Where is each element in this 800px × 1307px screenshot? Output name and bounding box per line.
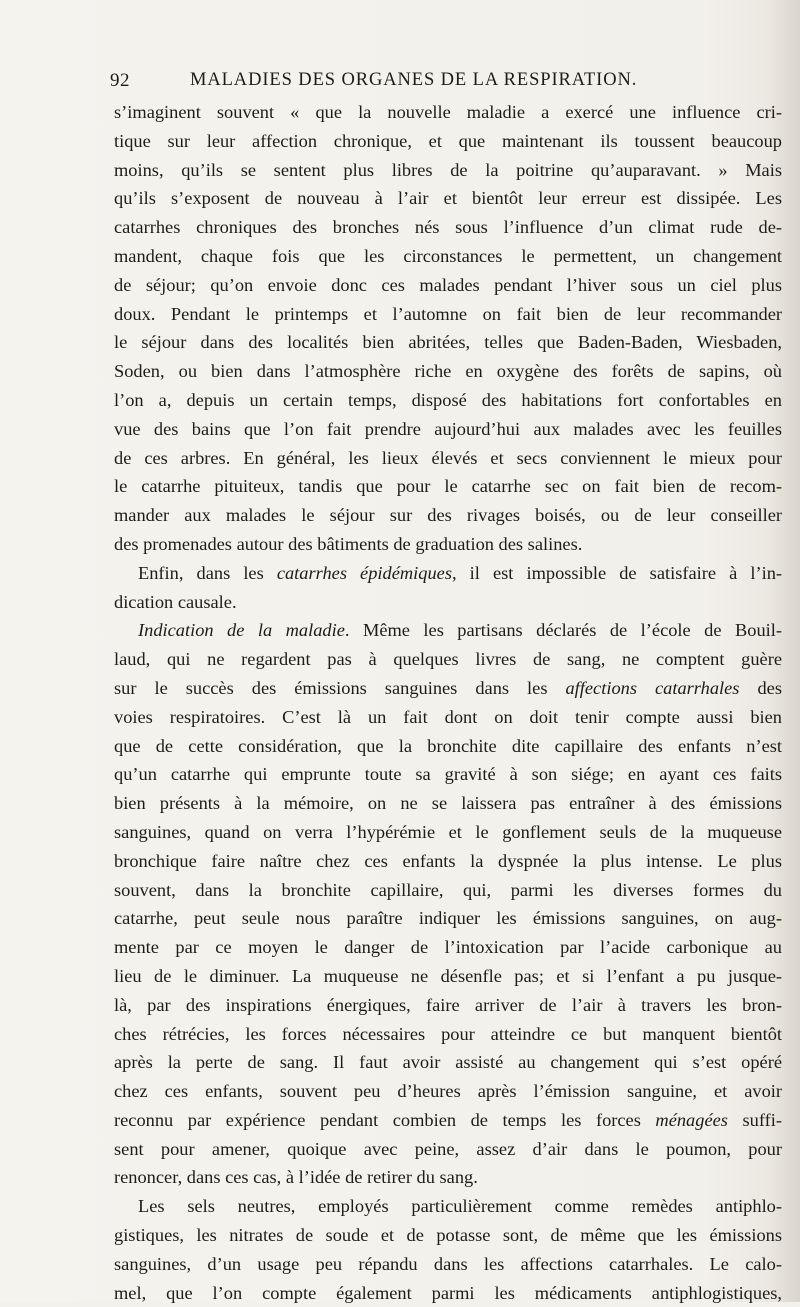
text-run: laud, qui ne regardent pas à quelques livres de sang, ne comptent guère: [114, 649, 782, 670]
text-run: bien présents à la mémoire, on ne se laissera pas entraîner à des émissions: [114, 793, 782, 814]
text-line: [114, 760, 782, 789]
text-run: s’imaginent souvent « que la nouvelle maladie a exercé une influence cri-: [114, 102, 782, 122]
text-run: sanguines, quand on verra l’hypérémie et le gonflement seuls de la muqueuse: [114, 821, 782, 842]
text-line: [114, 127, 782, 156]
text-run: là, par des inspirations énergiques, faire arriver de l’air à travers les bron-: [114, 994, 782, 1015]
text-line: [114, 703, 782, 732]
text-line: [114, 962, 782, 991]
text-line: [114, 847, 782, 876]
text-run: lieu de le diminuer. La muqueuse ne désenfle pas; et si l’enfant a pu jusque-: [114, 965, 782, 986]
text-run: souvent, dans la bronchite capillaire, qui, parmi les diverses formes du: [114, 879, 782, 900]
text-run: , il est impossible de satisfaire à l’in-: [452, 562, 783, 583]
text-run: voies respiratoires. C’est là un fait dont on doit tenir compte aussi bien: [114, 706, 782, 727]
text-run: doux. Pendant le printemps et l’automne on fait bien de leur recommander: [114, 303, 782, 324]
text-line: [114, 1020, 782, 1049]
text-run: Les sels neutres, employés particulièrement comme remèdes antiphlo-: [138, 1196, 782, 1217]
text-run: reconnu par expérience pendant combien de temps les forces: [114, 1109, 656, 1130]
running-title: MALADIES DES ORGANES DE LA RESPIRATION.: [190, 70, 638, 90]
text-run: sanguines, d’un usage peu répandu dans les affections catarrhales. Le calo-: [114, 1253, 782, 1274]
text-line: [114, 501, 782, 530]
text-line: [114, 904, 782, 933]
text-line: [114, 876, 782, 905]
text-run: renoncer, dans ces cas, à l’idée de retirer du sang.: [114, 1167, 478, 1188]
text-run: . Même les partisans déclarés de l’école de Bouil-: [344, 620, 782, 641]
italic-text: Indication de la maladie: [138, 620, 345, 641]
text-run: suffi-: [727, 1109, 782, 1130]
text-run: des: [739, 677, 782, 698]
body-text: [114, 98, 782, 1307]
text-line: [114, 588, 782, 617]
text-run: sur le succès des émissions sanguines dans les: [114, 677, 566, 698]
text-run: le séjour dans des localités bien abritées, telles que Baden-Baden, Wiesbaden,: [114, 332, 782, 353]
text-line: [114, 1221, 782, 1250]
text-run: moins, qu’ils se sentent plus libres de la poitrine qu’auparavant. » Mais: [114, 159, 782, 180]
text-line: [114, 156, 782, 185]
text-line: [114, 645, 782, 674]
text-line: [114, 991, 782, 1020]
text-line: [114, 933, 782, 962]
text-line: [114, 1250, 782, 1279]
text-run: catarrhe, peut seule nous paraître indiquer les émissions sanguines, on aug-: [114, 908, 782, 929]
text-line: [114, 1135, 782, 1164]
text-run: sent pour amener, quoique avec peine, assez d’air dans le poumon, pour: [114, 1138, 782, 1159]
italic-text: ménagées: [655, 1109, 728, 1130]
text-line: [114, 1048, 782, 1077]
text-line: [114, 271, 782, 300]
text-line: [114, 732, 782, 761]
text-run: vue des bains que l’on fait prendre aujourd’hui aux malades avec les feuilles: [114, 418, 782, 439]
text-run: de séjour; qu’on envoie donc ces malades pendant l’hiver sous un ciel plus: [114, 274, 782, 295]
text-line: [114, 789, 782, 818]
text-line: [114, 1279, 782, 1307]
text-line: [114, 300, 782, 329]
text-line: [114, 328, 782, 357]
text-line: [114, 357, 782, 386]
text-line: [114, 98, 782, 127]
italic-text: catarrhes épidémiques: [276, 562, 452, 583]
page-header: [110, 70, 782, 94]
text-run: le catarrhe pituiteux, tandis que pour le catarrhe sec on fait bien de recom-: [114, 476, 782, 497]
text-line: [114, 818, 782, 847]
text-run: tique sur leur affection chronique, et que maintenant ils toussent beaucoup: [114, 130, 782, 151]
text-run: chez ces enfants, souvent peu d’heures après l’émission sanguine, et avoir: [114, 1081, 782, 1102]
text-line: [114, 444, 782, 473]
page-number: 92: [110, 70, 130, 91]
text-line: [114, 674, 782, 703]
text-line: [114, 415, 782, 444]
text-run: de ces arbres. En général, les lieux élevés et secs conviennent le mieux pour: [114, 447, 782, 468]
text-run: mander aux malades le séjour sur des rivages boisés, ou de leur conseiller: [114, 505, 782, 526]
text-line: [114, 1077, 782, 1106]
text-run: qu’ils s’exposent de nouveau à l’air et bientôt leur erreur est dissipée. Les: [114, 188, 782, 209]
text-run: qu’un catarrhe qui emprunte toute sa gravité à son siége; en ayant ces faits: [114, 764, 782, 785]
text-line: [114, 530, 782, 559]
text-line: [114, 213, 782, 242]
text-line: [114, 1192, 782, 1221]
text-line: [114, 184, 782, 213]
text-run: après la perte de sang. Il faut avoir assisté au changement qui s’est opéré: [114, 1052, 782, 1073]
text-run: mel, que l’on compte également parmi les médicaments antiphlogistiques,: [114, 1282, 782, 1303]
text-line: [114, 386, 782, 415]
text-line: [114, 559, 782, 588]
text-run: Soden, ou bien dans l’atmosphère riche en oxygène des forêts de sapins, où: [114, 361, 782, 382]
text-line: [114, 1163, 782, 1192]
text-line: [114, 472, 782, 501]
text-run: dication causale.: [114, 591, 237, 612]
text-run: catarrhes chroniques des bronches nés sous l’influence d’un climat rude de-: [114, 217, 782, 238]
text-line: [114, 616, 782, 645]
text-run: Enfin, dans les: [138, 562, 277, 583]
text-run: mente par ce moyen le danger de l’intoxication par l’acide carbonique au: [114, 937, 782, 958]
text-run: ches rétrécies, les forces nécessaires pour atteindre ce but manquent bientôt: [114, 1023, 782, 1044]
italic-text: affections catarrhales: [565, 677, 740, 698]
text-line: [114, 1106, 782, 1135]
text-run: l’on a, depuis un certain temps, disposé des habitations fort confortables en: [114, 389, 782, 410]
text-run: mandent, chaque fois que les circonstances le permettent, un changement: [114, 245, 782, 266]
text-run: que de cette considération, que la bronchite dite capillaire des enfants n’est: [114, 735, 782, 756]
text-line: [114, 242, 782, 271]
text-run: des promenades autour des bâtiments de graduation des salines.: [114, 533, 583, 554]
text-run: bronchique faire naître chez ces enfants la dyspnée la plus intense. Le plus: [114, 850, 782, 871]
text-run: gistiques, les nitrates de soude et de potasse sont, de même que les émissions: [114, 1225, 782, 1246]
